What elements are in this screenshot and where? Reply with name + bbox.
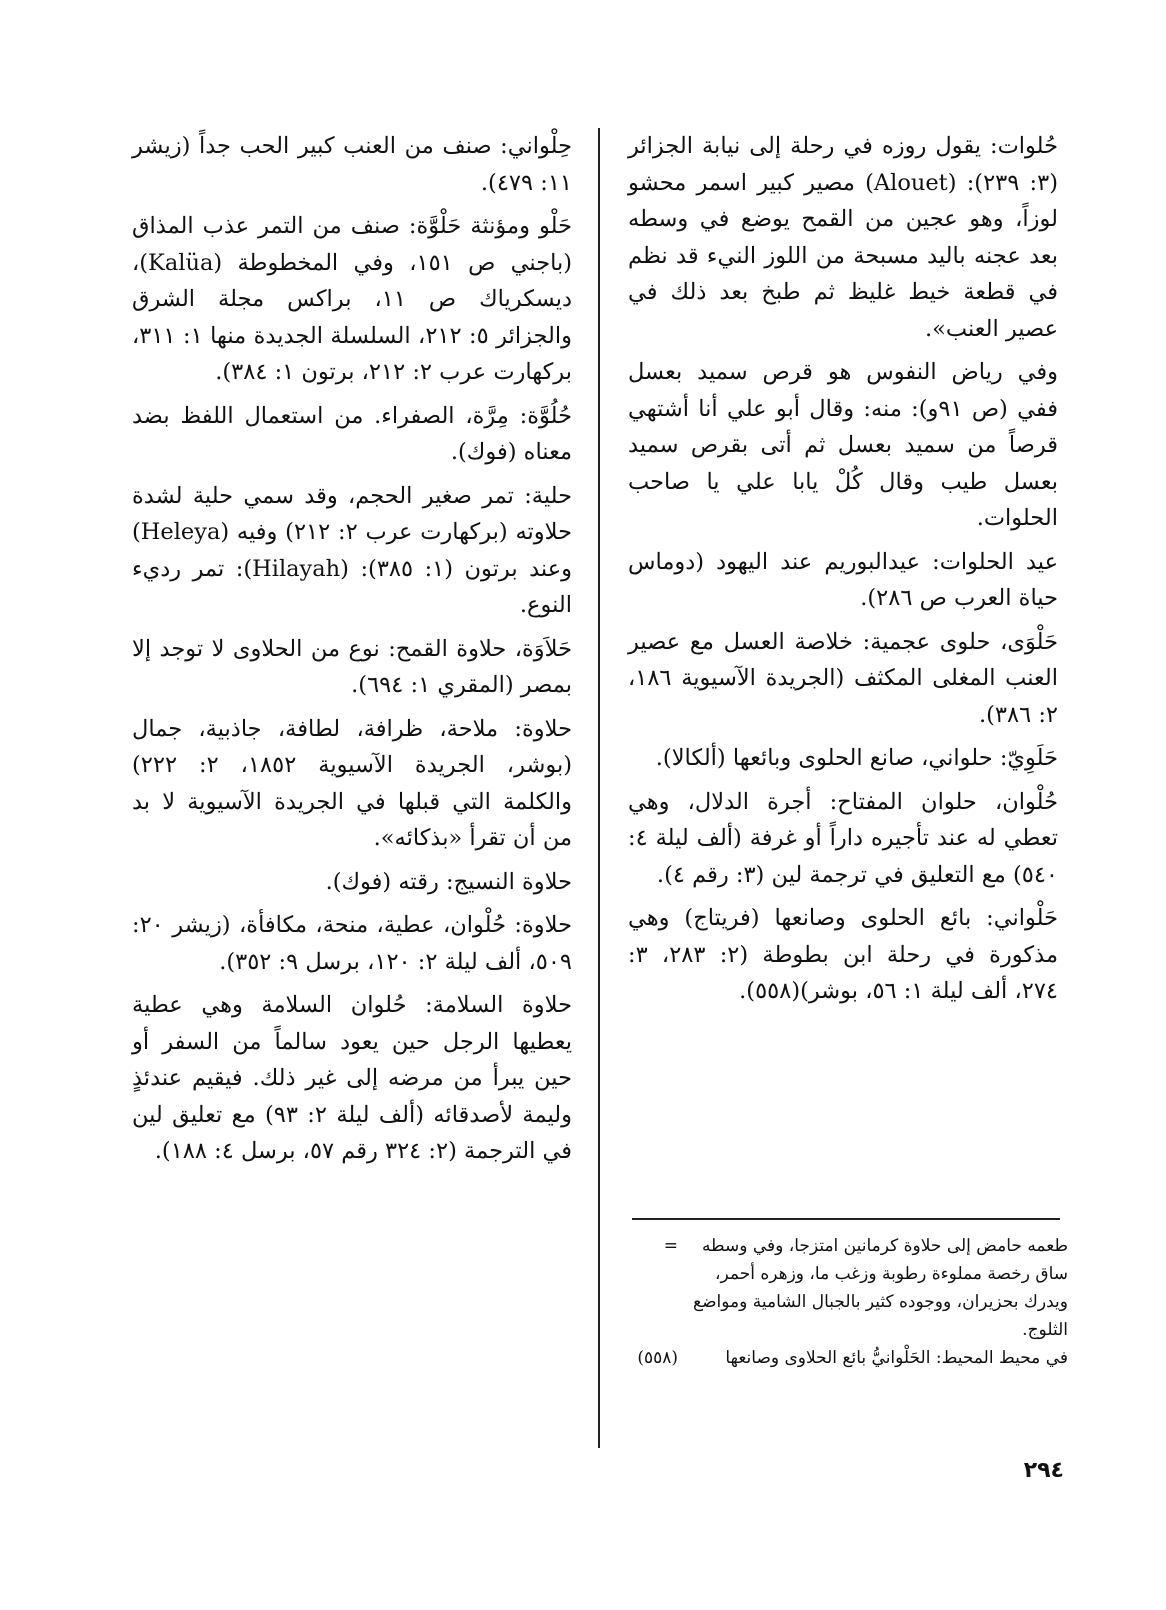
entry-halawa-gift: حلاوة: حُلْوان، عطية، منحة، مكافأة، (زيشر ٢٠: ٥٠٩، ألف ليلة ٢: ١٢٠، برسل ٩: ٣٥٢). <box>132 912 572 975</box>
entry-halawa-charm: حلاوة: ملاحة، ظرافة، لطافة، جاذبية، جمال (بوشر، الجريدة الآسيوية ١٨٥٢، ٢: ٢٢٢) والكلمة التي قبلها في الجريدة الآسيوية لا بد من أن تقرأ «بذكائه». <box>132 715 573 851</box>
entry-halawat-al-salama: حلاوة السلامة: حُلوان السلامة وهي عطية يعطيها الرجل حين يعود سالماً من السفر أو حين يبرأ من مرضه إلى غير ذلك. فيقيم عندئذٍ وليمة لأصدقائه (ألف ليلة ٢: ٩٣) مع تعليق لين في الترجمة (٢: ٣٢٤ رقم ٥٧، برسل ٤: ١٨٨). <box>132 992 572 1164</box>
footnote-marker: (٥٥٨) <box>637 1348 678 1368</box>
footnotes <box>628 1232 1068 1372</box>
entry-halawat-al-qamh: حَلاَوَة، حلاوة القمح: نوع من الحلاوى لا توجد إلا بمصر (المقري ١: ٦٩٤). <box>132 635 572 698</box>
footnote-text: في محيط المحيط: الحَلْوانيُّ بائع الحلاوى وصانعها <box>725 1348 1068 1368</box>
entry-hulwan: حُلْوان، حلوان المفتاح: أجرة الدلال، وهي تعطي له عند تأجيره داراً أو غرفة (ألف ليلة ٤: ٥٤٠) مع التعليق في ترجمة لين (٣: رقم ٤). <box>628 788 1058 888</box>
right-column <box>628 128 1058 1017</box>
footnote-rule <box>632 1218 1060 1220</box>
entry-halwa: حَلْوَى، حلوى عجمية: خلاصة العسل مع عصير العنب المغلى المكثف (الجريدة الآسيوية ١٨٦، ٢: ٣٨٦). <box>628 628 1058 728</box>
entry-hilya: حلية: تمر صغير الحجم، وقد سمي حلية لشدة حلاوته (بركهارت عرب ٢: ٢١٢) وفيه (Heleya) وعند برتون (١: ٣٨٥): (Hilayah): تمر رديء النوع. <box>132 482 572 618</box>
entry-hulwat: حُلوات: يقول روزه في رحلة إلى نيابة الجزائر (٣: ٢٣٩): (Alouet) مصير كبير اسمر محشو لوزاً، وهو عجين من القمح يوضع في وسطه بعد عجنه باليد مسبحة من اللوز النيء قد نظم في قطعة خيط غليظ ثم طبخ بعد ذلك في عصير العنب». <box>628 133 1058 342</box>
footnote <box>628 1344 1068 1372</box>
entry-halwani-seller: حَلْواني: بائع الحلوى وصانعها (فريتاج) وهي مذكورة في رحلة ابن بطوطة (٢: ٢٨٣، ٣: ٢٧٤، ألف ليلة ١: ٥٦، بوشر)(٥٥٨). <box>628 905 1058 1004</box>
footnote-text: طعمه حامض إلى حلاوة كرمانين امتزجا، وفي وسطه ساق رخصة مملوءة رطوبة وزغب ما، وزهره أحمر، ويدرك بحزيران، ووجوده كثير بالجبال الشامية ومواضع الثلوج. <box>693 1236 1068 1340</box>
entry-huluwwa: حُلُوَّة: مِرَّة، الصفراء. من استعمال اللفظ بضد معناه (فوك). <box>132 402 572 465</box>
entry-hilwani-grape: حِلْواني: صنف من العنب كبير الحب جداً (زيشر ١١: ٤٧٩). <box>132 133 572 196</box>
entry-eid-al-hulwat: عيد الحلوات: عيدالبوريم عند اليهود (دوماس حياة العرب ص ٢٨٦). <box>628 548 1058 611</box>
footnote <box>628 1232 1068 1344</box>
column-divider <box>598 128 600 1448</box>
page-number: ٢٩٤ <box>1023 1458 1064 1483</box>
left-column <box>132 128 572 1177</box>
entry-riyad-al-nufus: وفي رياض النفوس هو قرص سميد بعسل ففي (ص ٩١و): منه: وقال أبو علي أنا أشتهي قرصاً من سميد بعسل ثم أتى بقرص سميد بعسل طيب وقال كُلْ يابا علي يا صاحب الحلوات. <box>628 359 1058 531</box>
footnote-marker: = <box>663 1236 678 1256</box>
entry-halawi: حَلَوِيّ: حلواني، صانع الحلوى وبائعها (ألكالا). <box>655 745 1058 771</box>
entry-halw: حَلْو ومؤنثة حَلْوَّة: صنف من التمر عذب المذاق (باجني ص ١٥١، وفي المخطوطة (Kalüa)، ديسكرياك ص ١١، براكس مجلة الشرق والجزائر ٥: ٢١٢، السلسلة الجديدة منها ١: ٣١١، بركهارت عرب ٢: ٢١٢، برتون ١: ٣٨٤). <box>132 213 573 385</box>
entry-halawat-al-nasij: حلاوة النسيج: رقته (فوك). <box>325 868 572 895</box>
